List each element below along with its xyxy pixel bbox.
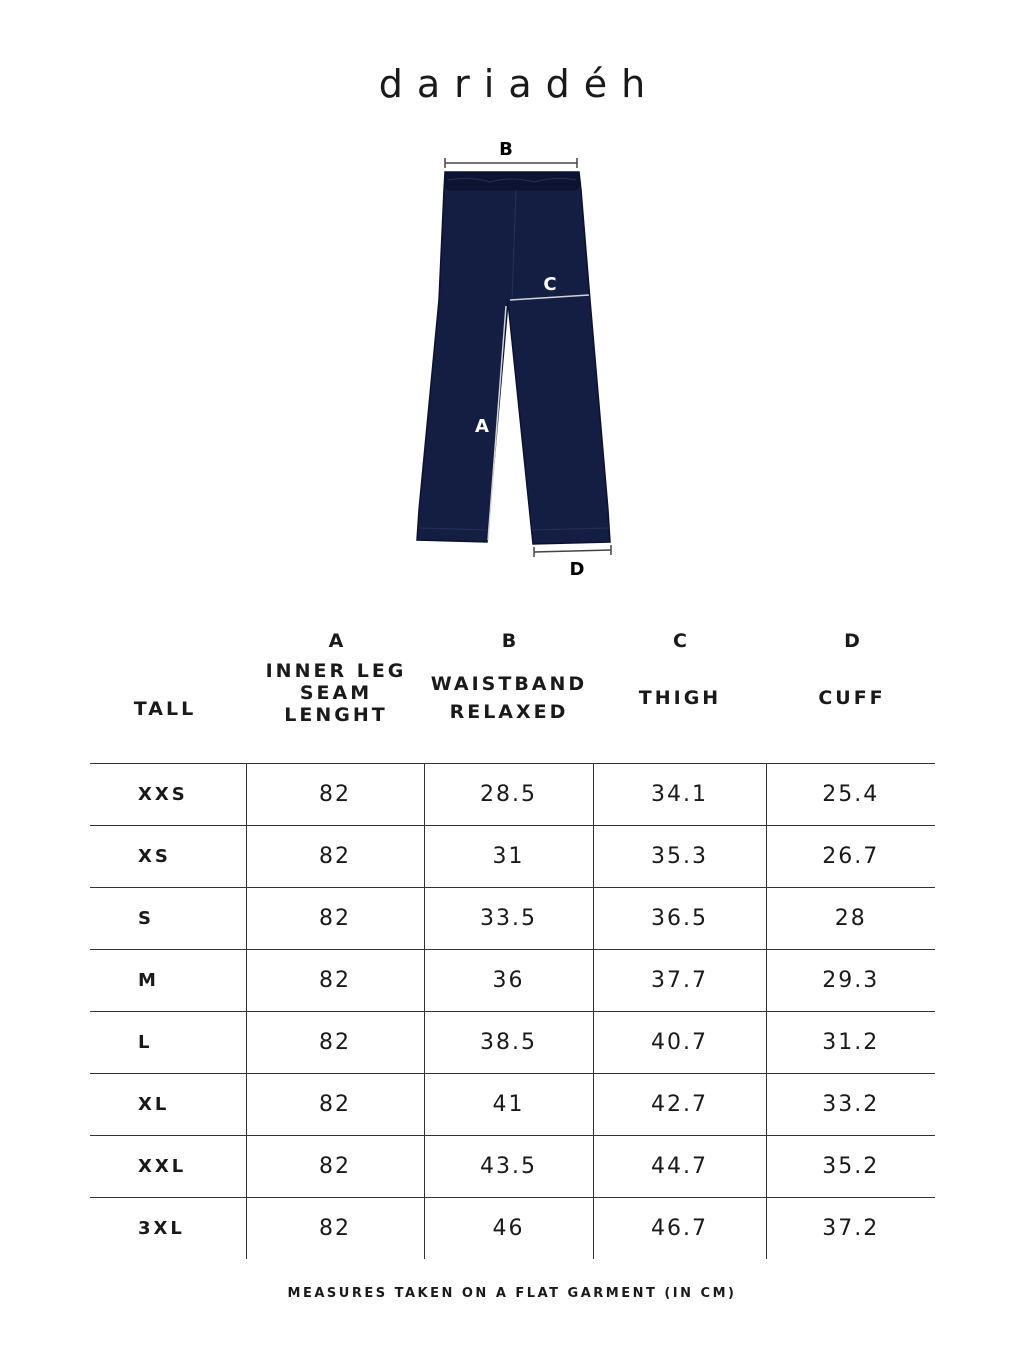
value-c: 36.5 (593, 888, 766, 950)
trousers-shape (417, 172, 610, 544)
value-c: 34.1 (593, 764, 766, 826)
value-a: 82 (246, 1074, 424, 1136)
value-c: 42.7 (593, 1074, 766, 1136)
value-d: 28 (766, 888, 935, 950)
size-table (90, 763, 935, 1259)
value-d: 35.2 (766, 1136, 935, 1198)
table-row (90, 888, 935, 950)
value-d: 29.3 (766, 950, 935, 1012)
size-cell: XL (90, 1074, 246, 1136)
size-cell: S (90, 888, 246, 950)
trousers-diagram (400, 130, 630, 590)
size-cell: 3XL (90, 1198, 246, 1260)
value-a: 82 (246, 1136, 424, 1198)
value-b: 41 (424, 1074, 593, 1136)
value-c: 35.3 (593, 826, 766, 888)
value-d: 31.2 (766, 1012, 935, 1074)
value-a: 82 (246, 1012, 424, 1074)
value-a: 82 (246, 1198, 424, 1260)
label-b: B (499, 139, 513, 160)
column-letter-b: B (501, 630, 517, 652)
value-c: 46.7 (593, 1198, 766, 1260)
value-a: 82 (246, 764, 424, 826)
table-row (90, 764, 935, 826)
table-row (90, 1198, 935, 1260)
table-row (90, 1012, 935, 1074)
value-a: 82 (246, 950, 424, 1012)
value-b: 33.5 (424, 888, 593, 950)
column-letter-a: A (328, 630, 344, 652)
value-a: 82 (246, 888, 424, 950)
table-row (90, 826, 935, 888)
label-a: A (475, 416, 489, 437)
footnote: MEASURES TAKEN ON A FLAT GARMENT (IN CM) (287, 1286, 737, 1301)
value-a: 82 (246, 826, 424, 888)
value-d: 25.4 (766, 764, 935, 826)
column-name-c: THIGH (638, 687, 722, 709)
brand-logo: dariadéh (378, 62, 660, 106)
table-row (90, 1136, 935, 1198)
column-name-d: CUFF (818, 687, 886, 709)
value-b: 31 (424, 826, 593, 888)
column-name-a: INNER LEG SEAM LENGHT (265, 660, 407, 726)
size-cell: XXS (90, 764, 246, 826)
size-cell: XXL (90, 1136, 246, 1198)
size-cell: L (90, 1012, 246, 1074)
value-b: 43.5 (424, 1136, 593, 1198)
value-b: 28.5 (424, 764, 593, 826)
value-b: 38.5 (424, 1012, 593, 1074)
value-b: 46 (424, 1198, 593, 1260)
measure-line-d (534, 550, 611, 552)
value-d: 33.2 (766, 1074, 935, 1136)
size-cell: XS (90, 826, 246, 888)
column-name-b: WAISTBAND RELAXED (430, 673, 588, 723)
value-c: 40.7 (593, 1012, 766, 1074)
label-d: D (569, 559, 585, 580)
value-c: 44.7 (593, 1136, 766, 1198)
value-c: 37.7 (593, 950, 766, 1012)
table-row (90, 1074, 935, 1136)
table-row (90, 950, 935, 1012)
value-d: 26.7 (766, 826, 935, 888)
value-d: 37.2 (766, 1198, 935, 1260)
column-letter-d: D (844, 630, 860, 652)
label-c: C (543, 274, 557, 295)
section-label: TALL (133, 698, 197, 720)
size-cell: M (90, 950, 246, 1012)
value-b: 36 (424, 950, 593, 1012)
column-letter-c: C (673, 630, 687, 652)
